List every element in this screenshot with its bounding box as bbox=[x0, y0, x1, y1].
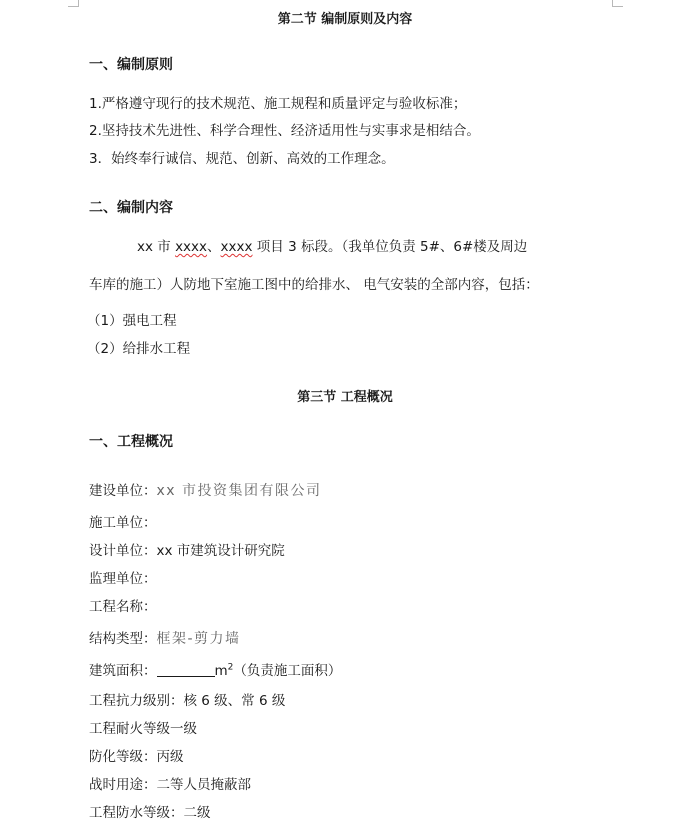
margin-mark-left bbox=[68, 0, 79, 7]
builder-value: xx 市投资集团有限公司 bbox=[156, 483, 322, 499]
para-prefix: xx 市 bbox=[137, 239, 176, 255]
para-suffix: 项目 3 标段。（我单位负责 5#、6#楼及周边 bbox=[252, 239, 528, 255]
principle-item-1: 1.严格遵守现行的技术规范、施工规程和质量评定与验收标准； bbox=[89, 96, 467, 112]
placeholder-xxxx-2: xxxx bbox=[220, 239, 253, 255]
overview-heading: 一、工程概况 bbox=[89, 434, 173, 450]
field-chem-defense: 防化等级：丙级 bbox=[89, 749, 184, 765]
margin-mark-right bbox=[612, 0, 623, 7]
builder-label: 建设单位： bbox=[89, 483, 157, 499]
section2-title: 第二节 编制原则及内容 bbox=[277, 12, 413, 27]
structure-value: 框架-剪力墙 bbox=[156, 631, 241, 647]
field-seismic: 工程抗力级别：核 6 级、常 6 级 bbox=[89, 693, 286, 709]
principle-item-2: 2.坚持技术先进性、科学合理性、经济适用性与实事求是相结合。 bbox=[89, 123, 480, 139]
field-area bbox=[89, 662, 341, 680]
placeholder-xxxx-1: xxxx bbox=[175, 239, 208, 255]
field-waterproof: 工程防水等级：二级 bbox=[89, 805, 211, 821]
area-note: （负责施工面积） bbox=[233, 663, 342, 679]
principle-item-3: 3．始终奉行诚信、规范、创新、高效的工作理念。 bbox=[89, 151, 395, 167]
field-supervisor: 监理单位： bbox=[89, 571, 157, 587]
field-wartime-use: 战时用途：二等人员掩蔽部 bbox=[89, 777, 251, 793]
content-heading: 二、编制内容 bbox=[89, 200, 173, 216]
content-paragraph-line1 bbox=[137, 238, 527, 256]
field-fire-rating: 工程耐火等级一级 bbox=[89, 721, 197, 737]
field-contractor: 施工单位： bbox=[89, 515, 157, 531]
area-blank-line bbox=[157, 662, 215, 677]
para-sep: 、 bbox=[207, 239, 221, 255]
area-label: 建筑面积： bbox=[89, 663, 157, 679]
section3-title: 第三节 工程概况 bbox=[297, 390, 393, 405]
field-project-name: 工程名称： bbox=[89, 599, 157, 615]
area-unit: m bbox=[214, 663, 228, 679]
content-item-1: （1）强电工程 bbox=[87, 313, 177, 329]
structure-label: 结构类型： bbox=[89, 631, 157, 647]
content-item-2: （2）给排水工程 bbox=[87, 341, 191, 357]
area-unit-superscript: 2 bbox=[227, 662, 234, 673]
field-structure bbox=[89, 630, 241, 648]
content-paragraph-line2: 车库的施工）人防地下室施工图中的给排水、 电气安装的全部内容，包括： bbox=[89, 277, 539, 293]
field-builder bbox=[89, 482, 322, 500]
field-designer: 设计单位：xx 市建筑设计研究院 bbox=[89, 543, 285, 559]
principles-heading: 一、编制原则 bbox=[89, 57, 173, 73]
